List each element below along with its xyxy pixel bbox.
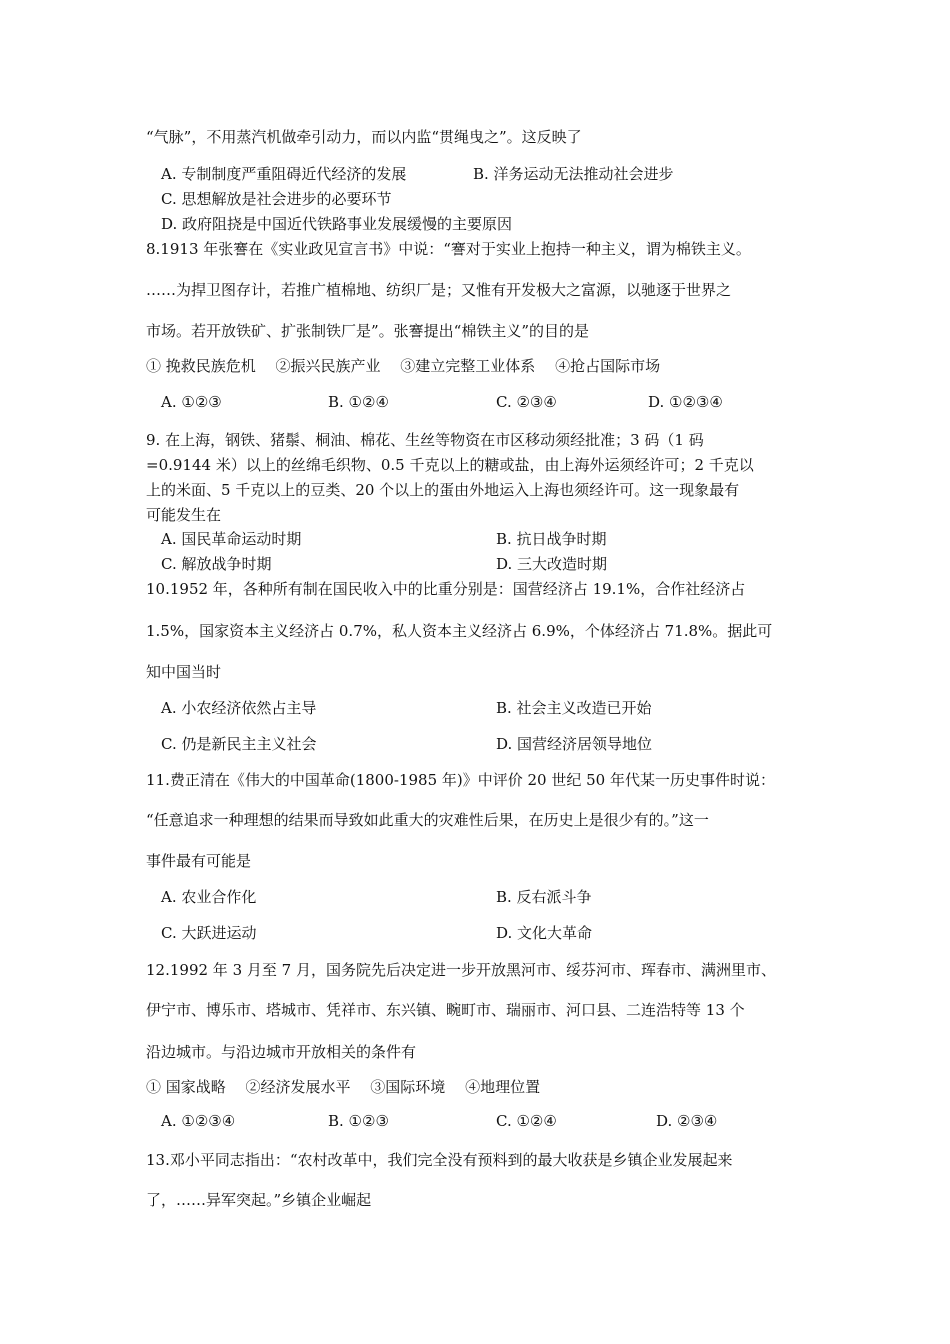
q10-option-d[interactable]: D. 国营经济居领导地位	[496, 735, 653, 753]
q8-items: ① 挽救民族危机 ②振兴民族产业 ③建立完整工业体系 ④抢占国际市场	[146, 357, 661, 375]
q7-option-c[interactable]: C. 思想解放是社会进步的必要环节	[161, 190, 392, 208]
q7-stem-tail: “气脉”，不用蒸汽机做牵引动力，而以内监“贯绳曳之”。这反映了	[146, 128, 582, 146]
q10-option-a[interactable]: A. 小农经济依然占主导	[161, 699, 317, 717]
q12-option-d[interactable]: D. ②③④	[656, 1112, 718, 1130]
q12-stem-line-2: 伊宁市、博乐市、塔城市、凭祥市、东兴镇、畹町市、瑞丽市、河口县、二连浩特等 13 个	[146, 1001, 745, 1019]
q7-option-d[interactable]: D. 政府阻挠是中国近代铁路事业发展缓慢的主要原因	[161, 215, 513, 233]
q9-option-b[interactable]: B. 抗日战争时期	[496, 530, 607, 548]
q9-stem-line-4: 可能发生在	[146, 506, 222, 524]
q9-stem-line-2: =0.9144 米）以上的丝绵毛织物、0.5 千克以上的糖或盐，由上海外运须经许可；2 千克以	[146, 456, 754, 474]
q10-option-c[interactable]: C. 仍是新民主主义社会	[161, 735, 317, 753]
q11-stem-line-2: “任意追求一种理想的结果而导致如此重大的灾难性后果，在历史上是很少有的。”这一	[146, 811, 709, 829]
q9-option-d[interactable]: D. 三大改造时期	[496, 555, 608, 573]
q9-option-a[interactable]: A. 国民革命运动时期	[161, 530, 302, 548]
q8-option-a[interactable]: A. ①②③	[161, 393, 222, 411]
q11-option-b[interactable]: B. 反右派斗争	[496, 888, 592, 906]
q10-stem-line-3: 知中国当时	[146, 663, 222, 681]
q7-option-a[interactable]: A. 专制制度严重阻碍近代经济的发展	[161, 165, 407, 183]
q10-option-b[interactable]: B. 社会主义改造已开始	[496, 699, 652, 717]
q10-stem-line-1: 10.1952 年，各种所有制在国民收入中的比重分别是：国营经济占 19.1%，合作社经济占	[146, 580, 746, 598]
q8-option-d[interactable]: D. ①②③④	[648, 393, 723, 411]
q12-option-c[interactable]: C. ①②④	[496, 1112, 557, 1130]
q12-option-a[interactable]: A. ①②③④	[161, 1112, 236, 1130]
q11-option-d[interactable]: D. 文化大革命	[496, 924, 593, 942]
q8-option-c[interactable]: C. ②③④	[496, 393, 557, 411]
q8-stem-line-1: 8.1913 年张謇在《实业政见宣言书》中说：“謇对于实业上抱持一种主义，谓为棉铁主义。	[146, 240, 751, 258]
q8-stem-line-2: ……为捍卫图存计，若推广植棉地、纺织厂是；又惟有开发极大之富源，以驰逐于世界之	[146, 281, 732, 299]
q9-stem-line-1: 9. 在上海，钢铁、猪鬃、桐油、棉花、生丝等物资在市区移动须经批准；3 码（1 码	[146, 431, 704, 449]
q9-option-c[interactable]: C. 解放战争时期	[161, 555, 272, 573]
q10-stem-line-2: 1.5%，国家资本主义经济占 0.7%，私人资本主义经济占 6.9%，个体经济占 71.8%。据此可	[146, 622, 773, 640]
q13-stem-line-1: 13.邓小平同志指出：“农村改革中，我们完全没有预料到的最大收获是乡镇企业发展起来	[146, 1151, 733, 1169]
q12-stem-line-3: 沿边城市。与沿边城市开放相关的条件有	[146, 1043, 417, 1061]
q11-stem-line-1: 11.费正清在《伟大的中国革命(1800-1985 年)》中评价 20 世纪 50 年代某一历史事件时说：	[146, 771, 775, 789]
q11-option-a[interactable]: A. 农业合作化	[161, 888, 257, 906]
q12-option-b[interactable]: B. ①②③	[328, 1112, 389, 1130]
q8-option-b[interactable]: B. ①②④	[328, 393, 389, 411]
q12-stem-line-1: 12.1992 年 3 月至 7 月，国务院先后决定进一步开放黑河市、绥芬河市、珲春市、满洲里市、	[146, 961, 776, 979]
q9-stem-line-3: 上的米面、5 千克以上的豆类、20 个以上的蛋由外地运入上海也须经许可。这一现象最有	[146, 481, 740, 499]
q11-stem-line-3: 事件最有可能是	[146, 852, 252, 870]
q8-stem-line-3: 市场。若开放铁矿、扩张制铁厂是”。张謇提出“棉铁主义”的目的是	[146, 322, 590, 340]
q7-option-b[interactable]: B. 洋务运动无法推动社会进步	[473, 165, 674, 183]
q11-option-c[interactable]: C. 大跃进运动	[161, 924, 257, 942]
q12-items: ① 国家战略 ②经济发展水平 ③国际环境 ④地理位置	[146, 1078, 541, 1096]
q13-stem-line-2: 了，……异军突起。”乡镇企业崛起	[146, 1191, 372, 1209]
